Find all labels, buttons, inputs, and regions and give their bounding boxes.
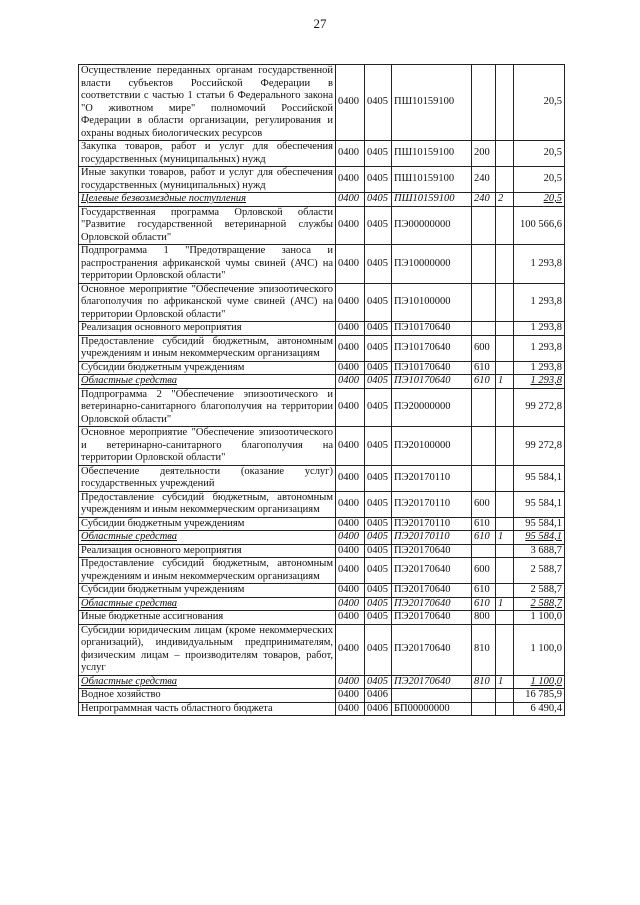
row-expense-type-cell bbox=[472, 206, 496, 245]
table-row bbox=[79, 624, 565, 675]
row-source-cell bbox=[496, 689, 514, 703]
row-subsection-cell: 0405 bbox=[365, 624, 392, 675]
row-section-cell: 0400 bbox=[336, 65, 365, 141]
row-target-article-cell: ПЭ10000000 bbox=[392, 245, 472, 284]
table-row bbox=[79, 465, 565, 491]
row-target-article-cell: ПЭ20170110 bbox=[392, 491, 472, 517]
row-section-cell: 0400 bbox=[336, 375, 365, 389]
row-name-cell: Основное мероприятие "Обеспечение эпизоотического благополучия по африканской чуме свиней (АЧС) на территории Орловской области" bbox=[79, 283, 336, 322]
budget-table-body bbox=[79, 65, 565, 716]
row-section-cell: 0400 bbox=[336, 335, 365, 361]
row-target-article-cell: ПЭ00000000 bbox=[392, 206, 472, 245]
table-row bbox=[79, 206, 565, 245]
row-target-article-cell: ПЭ20000000 bbox=[392, 388, 472, 427]
table-row bbox=[79, 388, 565, 427]
row-source-cell bbox=[496, 611, 514, 625]
row-subsection-cell: 0405 bbox=[365, 427, 392, 466]
table-row bbox=[79, 322, 565, 336]
row-subsection-cell: 0405 bbox=[365, 141, 392, 167]
row-source-cell bbox=[496, 283, 514, 322]
row-name-cell: Основное мероприятие "Обеспечение эпизоотического и ветеринарно-санитарного благополучия на территории Орловской области" bbox=[79, 427, 336, 466]
row-expense-type-cell: 610 bbox=[472, 584, 496, 598]
row-amount-cell: 95 584,1 bbox=[514, 531, 565, 545]
row-subsection-cell: 0405 bbox=[365, 361, 392, 375]
row-expense-type-cell bbox=[472, 388, 496, 427]
row-subsection-cell: 0405 bbox=[365, 584, 392, 598]
row-amount-cell: 95 584,1 bbox=[514, 517, 565, 531]
row-amount-cell: 20,5 bbox=[514, 65, 565, 141]
row-expense-type-cell bbox=[472, 283, 496, 322]
row-expense-type-cell bbox=[472, 465, 496, 491]
row-name-cell: Предоставление субсидий бюджетным, автономным учреждениям и иным некоммерческим организациям bbox=[79, 558, 336, 584]
row-target-article-cell: ПЭ10170640 bbox=[392, 375, 472, 389]
table-row bbox=[79, 65, 565, 141]
row-section-cell: 0400 bbox=[336, 427, 365, 466]
row-expense-type-cell bbox=[472, 689, 496, 703]
page-number: 27 bbox=[313, 16, 327, 31]
row-subsection-cell: 0405 bbox=[365, 531, 392, 545]
row-target-article-cell: ПЭ20170640 bbox=[392, 558, 472, 584]
row-source-cell: 1 bbox=[496, 675, 514, 689]
table-row bbox=[79, 531, 565, 545]
row-expense-type-cell: 200 bbox=[472, 141, 496, 167]
row-section-cell: 0400 bbox=[336, 702, 365, 716]
table-row bbox=[79, 335, 565, 361]
row-target-article-cell: ПЭ10170640 bbox=[392, 322, 472, 336]
table-row bbox=[79, 361, 565, 375]
row-source-cell bbox=[496, 322, 514, 336]
row-name-cell: Реализация основного мероприятия bbox=[79, 544, 336, 558]
row-source-cell: 1 bbox=[496, 375, 514, 389]
row-source-cell bbox=[496, 465, 514, 491]
row-subsection-cell: 0405 bbox=[365, 335, 392, 361]
row-subsection-cell: 0405 bbox=[365, 65, 392, 141]
row-source-cell bbox=[496, 388, 514, 427]
row-subsection-cell: 0405 bbox=[365, 558, 392, 584]
row-name-cell: Осуществление переданных органам государственной власти субъектов Российской Федерации в соответствии с частью 1 статьи 6 Федерального закона "О животном мире" полномочий Российской Федерации в области организации, регулирования и охраны водных биологических ресурсов bbox=[79, 65, 336, 141]
row-name-cell: Водное хозяйство bbox=[79, 689, 336, 703]
table-row bbox=[79, 544, 565, 558]
row-source-cell bbox=[496, 544, 514, 558]
row-section-cell: 0400 bbox=[336, 388, 365, 427]
row-source-cell bbox=[496, 702, 514, 716]
row-name-cell: Субсидии юридическим лицам (кроме некоммерческих организаций), индивидуальным предпринимателям, физическим лицам – производителям товаров, работ, услуг bbox=[79, 624, 336, 675]
row-amount-cell: 2 588,7 bbox=[514, 584, 565, 598]
row-name-cell: Субсидии бюджетным учреждениям bbox=[79, 361, 336, 375]
row-expense-type-cell: 240 bbox=[472, 167, 496, 193]
row-source-cell bbox=[496, 558, 514, 584]
row-source-cell bbox=[496, 517, 514, 531]
row-section-cell: 0400 bbox=[336, 611, 365, 625]
row-amount-cell: 1 293,8 bbox=[514, 245, 565, 284]
row-expense-type-cell: 610 bbox=[472, 361, 496, 375]
row-source-cell bbox=[496, 361, 514, 375]
row-expense-type-cell: 600 bbox=[472, 491, 496, 517]
row-expense-type-cell bbox=[472, 322, 496, 336]
row-amount-cell: 99 272,8 bbox=[514, 388, 565, 427]
row-subsection-cell: 0405 bbox=[365, 322, 392, 336]
row-source-cell bbox=[496, 491, 514, 517]
row-target-article-cell: ПЭ20170640 bbox=[392, 611, 472, 625]
row-name-cell: Иные бюджетные ассигнования bbox=[79, 611, 336, 625]
row-section-cell: 0400 bbox=[336, 206, 365, 245]
row-target-article-cell: ПШ10159100 bbox=[392, 193, 472, 207]
table-row bbox=[79, 558, 565, 584]
row-name-cell: Областные средства bbox=[79, 597, 336, 611]
row-subsection-cell: 0405 bbox=[365, 465, 392, 491]
row-section-cell: 0400 bbox=[336, 597, 365, 611]
row-expense-type-cell: 610 bbox=[472, 597, 496, 611]
row-expense-type-cell: 810 bbox=[472, 675, 496, 689]
row-section-cell: 0400 bbox=[336, 322, 365, 336]
row-target-article-cell: ПЭ20170110 bbox=[392, 531, 472, 545]
row-subsection-cell: 0405 bbox=[365, 544, 392, 558]
table-row bbox=[79, 517, 565, 531]
row-target-article-cell: ПЭ20170110 bbox=[392, 465, 472, 491]
row-name-cell: Областные средства bbox=[79, 531, 336, 545]
budget-table bbox=[78, 64, 565, 716]
row-name-cell: Подпрограмма 1 "Предотвращение заноса и распространения африканской чумы свиней (АЧС) на территории Орловской области" bbox=[79, 245, 336, 284]
row-section-cell: 0400 bbox=[336, 558, 365, 584]
row-source-cell bbox=[496, 65, 514, 141]
row-target-article-cell: БП00000000 bbox=[392, 702, 472, 716]
row-target-article-cell: ПЭ20170640 bbox=[392, 675, 472, 689]
row-source-cell bbox=[496, 427, 514, 466]
row-subsection-cell: 0405 bbox=[365, 245, 392, 284]
row-amount-cell: 20,5 bbox=[514, 167, 565, 193]
row-section-cell: 0400 bbox=[336, 245, 365, 284]
row-target-article-cell bbox=[392, 689, 472, 703]
row-source-cell: 1 bbox=[496, 531, 514, 545]
row-amount-cell: 1 293,8 bbox=[514, 361, 565, 375]
table-row bbox=[79, 675, 565, 689]
table-row bbox=[79, 611, 565, 625]
row-target-article-cell: ПЭ20170640 bbox=[392, 597, 472, 611]
table-row bbox=[79, 167, 565, 193]
row-target-article-cell: ПШ10159100 bbox=[392, 141, 472, 167]
table-row bbox=[79, 193, 565, 207]
row-source-cell bbox=[496, 245, 514, 284]
row-section-cell: 0400 bbox=[336, 675, 365, 689]
row-amount-cell: 1 100,0 bbox=[514, 624, 565, 675]
row-name-cell: Субсидии бюджетным учреждениям bbox=[79, 517, 336, 531]
table-row bbox=[79, 283, 565, 322]
row-subsection-cell: 0405 bbox=[365, 375, 392, 389]
row-subsection-cell: 0405 bbox=[365, 611, 392, 625]
row-source-cell: 1 bbox=[496, 597, 514, 611]
table-row bbox=[79, 491, 565, 517]
row-amount-cell: 1 100,0 bbox=[514, 611, 565, 625]
row-amount-cell: 20,5 bbox=[514, 193, 565, 207]
row-amount-cell: 20,5 bbox=[514, 141, 565, 167]
row-name-cell: Подпрограмма 2 "Обеспечение эпизоотического и ветеринарно-санитарного благополучия на территории Орловской области" bbox=[79, 388, 336, 427]
row-amount-cell: 16 785,9 bbox=[514, 689, 565, 703]
table-row bbox=[79, 584, 565, 598]
row-amount-cell: 2 588,7 bbox=[514, 597, 565, 611]
row-source-cell bbox=[496, 141, 514, 167]
row-section-cell: 0400 bbox=[336, 544, 365, 558]
table-row bbox=[79, 141, 565, 167]
row-name-cell: Закупка товаров, работ и услуг для обеспечения государственных (муниципальных) нужд bbox=[79, 141, 336, 167]
row-source-cell bbox=[496, 167, 514, 193]
row-name-cell: Предоставление субсидий бюджетным, автономным учреждениям и иным некоммерческим организациям bbox=[79, 491, 336, 517]
row-expense-type-cell: 810 bbox=[472, 624, 496, 675]
row-subsection-cell: 0405 bbox=[365, 206, 392, 245]
row-subsection-cell: 0405 bbox=[365, 283, 392, 322]
row-amount-cell: 95 584,1 bbox=[514, 491, 565, 517]
row-target-article-cell: ПШ10159100 bbox=[392, 65, 472, 141]
row-expense-type-cell: 610 bbox=[472, 375, 496, 389]
row-section-cell: 0400 bbox=[336, 283, 365, 322]
row-name-cell: Предоставление субсидий бюджетным, автономным учреждениям и иным некоммерческим организациям bbox=[79, 335, 336, 361]
row-source-cell bbox=[496, 584, 514, 598]
row-target-article-cell: ПЭ20170110 bbox=[392, 517, 472, 531]
row-amount-cell: 1 293,8 bbox=[514, 335, 565, 361]
row-source-cell bbox=[496, 624, 514, 675]
row-amount-cell: 1 293,8 bbox=[514, 283, 565, 322]
row-source-cell bbox=[496, 335, 514, 361]
row-section-cell: 0400 bbox=[336, 167, 365, 193]
row-expense-type-cell bbox=[472, 544, 496, 558]
row-subsection-cell: 0405 bbox=[365, 675, 392, 689]
row-section-cell: 0400 bbox=[336, 689, 365, 703]
row-subsection-cell: 0406 bbox=[365, 702, 392, 716]
row-source-cell bbox=[496, 206, 514, 245]
row-target-article-cell: ПЭ20170640 bbox=[392, 544, 472, 558]
table-row bbox=[79, 375, 565, 389]
row-subsection-cell: 0405 bbox=[365, 491, 392, 517]
row-subsection-cell: 0405 bbox=[365, 517, 392, 531]
row-expense-type-cell bbox=[472, 65, 496, 141]
table-row bbox=[79, 702, 565, 716]
row-section-cell: 0400 bbox=[336, 531, 365, 545]
row-target-article-cell: ПЭ10170640 bbox=[392, 361, 472, 375]
row-amount-cell: 1 293,8 bbox=[514, 375, 565, 389]
row-amount-cell: 99 272,8 bbox=[514, 427, 565, 466]
row-target-article-cell: ПЭ10100000 bbox=[392, 283, 472, 322]
table-row bbox=[79, 427, 565, 466]
row-name-cell: Субсидии бюджетным учреждениям bbox=[79, 584, 336, 598]
row-name-cell: Целевые безвозмездные поступления bbox=[79, 193, 336, 207]
row-name-cell: Иные закупки товаров, работ и услуг для обеспечения государственных (муниципальных) нужд bbox=[79, 167, 336, 193]
row-amount-cell: 2 588,7 bbox=[514, 558, 565, 584]
row-subsection-cell: 0405 bbox=[365, 597, 392, 611]
row-target-article-cell: ПЭ20170640 bbox=[392, 624, 472, 675]
row-amount-cell: 95 584,1 bbox=[514, 465, 565, 491]
row-amount-cell: 3 688,7 bbox=[514, 544, 565, 558]
row-subsection-cell: 0406 bbox=[365, 689, 392, 703]
row-section-cell: 0400 bbox=[336, 491, 365, 517]
row-expense-type-cell bbox=[472, 427, 496, 466]
row-section-cell: 0400 bbox=[336, 193, 365, 207]
row-target-article-cell: ПЭ20100000 bbox=[392, 427, 472, 466]
row-name-cell: Реализация основного мероприятия bbox=[79, 322, 336, 336]
row-section-cell: 0400 bbox=[336, 517, 365, 531]
row-expense-type-cell: 600 bbox=[472, 335, 496, 361]
row-name-cell: Обеспечение деятельности (оказание услуг) государственных учреждений bbox=[79, 465, 336, 491]
row-expense-type-cell: 610 bbox=[472, 517, 496, 531]
row-target-article-cell: ПЭ20170640 bbox=[392, 584, 472, 598]
row-expense-type-cell: 800 bbox=[472, 611, 496, 625]
row-source-cell: 2 bbox=[496, 193, 514, 207]
row-amount-cell: 100 566,6 bbox=[514, 206, 565, 245]
row-subsection-cell: 0405 bbox=[365, 193, 392, 207]
row-target-article-cell: ПЭ10170640 bbox=[392, 335, 472, 361]
row-amount-cell: 1 293,8 bbox=[514, 322, 565, 336]
table-row bbox=[79, 245, 565, 284]
table-row bbox=[79, 689, 565, 703]
row-amount-cell: 1 100,0 bbox=[514, 675, 565, 689]
row-target-article-cell: ПШ10159100 bbox=[392, 167, 472, 193]
row-section-cell: 0400 bbox=[336, 624, 365, 675]
row-name-cell: Непрограммная часть областного бюджета bbox=[79, 702, 336, 716]
row-name-cell: Областные средства bbox=[79, 375, 336, 389]
table-row bbox=[79, 597, 565, 611]
row-amount-cell: 6 490,4 bbox=[514, 702, 565, 716]
row-subsection-cell: 0405 bbox=[365, 388, 392, 427]
row-expense-type-cell: 240 bbox=[472, 193, 496, 207]
row-section-cell: 0400 bbox=[336, 465, 365, 491]
row-subsection-cell: 0405 bbox=[365, 167, 392, 193]
row-name-cell: Областные средства bbox=[79, 675, 336, 689]
row-expense-type-cell: 600 bbox=[472, 558, 496, 584]
row-expense-type-cell bbox=[472, 245, 496, 284]
row-section-cell: 0400 bbox=[336, 584, 365, 598]
row-expense-type-cell bbox=[472, 702, 496, 716]
row-name-cell: Государственная программа Орловской области "Развитие государственной ветеринарной службы Орловской области" bbox=[79, 206, 336, 245]
row-section-cell: 0400 bbox=[336, 361, 365, 375]
row-expense-type-cell: 610 bbox=[472, 531, 496, 545]
row-section-cell: 0400 bbox=[336, 141, 365, 167]
